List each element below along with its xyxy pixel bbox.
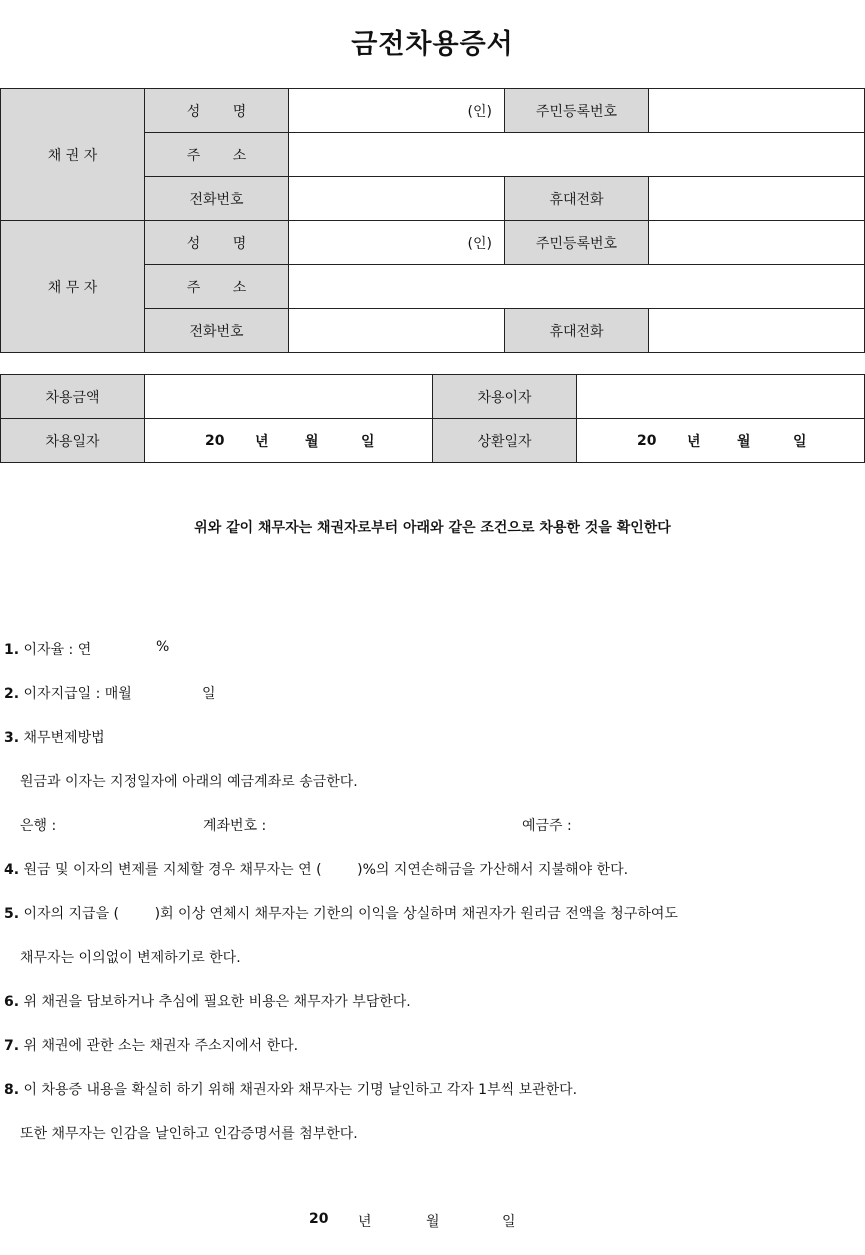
term-text: 위 채권에 관한 소는 채권자 주소지에서 한다. — [23, 1038, 299, 1054]
term-8 — [4, 1079, 577, 1099]
creditor-address-label: 주 소 — [144, 132, 289, 177]
term-1 — [4, 639, 91, 659]
term-number: 8. — [4, 1082, 20, 1098]
loan-date-day-unit: 일 — [361, 433, 375, 450]
term-8-subtext: 또한 채무자는 인감을 날인하고 인감증명서를 첨부한다. — [20, 1126, 358, 1142]
debtor-id-label: 주민등록번호 — [504, 220, 649, 265]
loan-amount-field[interactable] — [144, 374, 433, 419]
debtor-seal-mark: (인) — [467, 235, 492, 252]
creditor-id-field[interactable] — [648, 88, 865, 133]
repay-date-label: 상환일자 — [432, 418, 577, 463]
creditor-mobile-field[interactable] — [648, 176, 865, 221]
term-text: 채무변제방법 — [23, 730, 105, 746]
term-number: 5. — [4, 906, 20, 922]
term-3 — [4, 727, 105, 747]
term-text: 원금 및 이자의 변제를 지체할 경우 채무자는 연 ( )%의 지연손해금을 가산해서 지불해야 한다. — [23, 862, 629, 878]
debtor-mobile-field[interactable] — [648, 308, 865, 353]
creditor-name-label: 성 명 — [144, 88, 289, 133]
debtor-address-label: 주 소 — [144, 264, 289, 309]
term-4 — [4, 859, 628, 879]
repay-date-year-unit: 년 — [687, 433, 701, 450]
creditor-phone-label: 전화번호 — [144, 176, 289, 221]
creditor-phone-field[interactable] — [288, 176, 505, 221]
debtor-name-label: 성 명 — [144, 220, 289, 265]
footer-date-day-unit: 일 — [502, 1214, 516, 1230]
debtor-name-field[interactable] — [288, 220, 505, 265]
term-number: 6. — [4, 994, 20, 1010]
loan-interest-field[interactable] — [576, 374, 865, 419]
repay-date-century: 20 — [637, 432, 657, 449]
loan-date-month-unit: 월 — [305, 433, 319, 450]
footer-date-century: 20 — [309, 1211, 329, 1227]
debtor-phone-field[interactable] — [288, 308, 505, 353]
debtor-address-field[interactable] — [288, 264, 865, 309]
term-6 — [4, 991, 411, 1011]
term-1-unit: % — [156, 639, 170, 655]
loan-date-century: 20 — [205, 432, 225, 449]
debtor-id-field[interactable] — [648, 220, 865, 265]
term-2-unit: 일 — [202, 686, 216, 702]
repay-date-day-unit: 일 — [793, 433, 807, 450]
loan-interest-label: 차용이자 — [432, 374, 577, 419]
debtor-mobile-label: 휴대전화 — [504, 308, 649, 353]
creditor-mobile-label: 휴대전화 — [504, 176, 649, 221]
term-3-subtext: 원금과 이자는 지정일자에 아래의 예금계좌로 송금한다. — [20, 774, 358, 790]
loan-date-label: 차용일자 — [0, 418, 145, 463]
loan-amount-label: 차용금액 — [0, 374, 145, 419]
document-title: 금전차용증서 — [351, 29, 514, 60]
term-2 — [4, 683, 132, 703]
term-5-subtext: 채무자는 이의없이 변제하기로 한다. — [20, 950, 241, 966]
creditor-address-field[interactable] — [288, 132, 865, 177]
term-text: 이자율 : 연 — [23, 642, 92, 658]
footer-date-month-unit: 월 — [426, 1214, 440, 1230]
debtor-group-label: 채 무 자 — [0, 220, 145, 353]
term-number: 3. — [4, 730, 20, 746]
term-7 — [4, 1035, 298, 1055]
footer-date-year-unit: 년 — [358, 1214, 372, 1230]
loan-date-field[interactable] — [144, 418, 433, 463]
repay-date-month-unit: 월 — [737, 433, 751, 450]
intro-text: 위와 같이 채무자는 채권자로부터 아래와 같은 조건으로 차용한 것을 확인한다 — [194, 520, 671, 536]
loan-date-year-unit: 년 — [255, 433, 269, 450]
term-text: 이 차용증 내용을 확실히 하기 위해 채권자와 채무자는 기명 날인하고 각자 1부씩 보관한다. — [23, 1082, 578, 1098]
account-label: 계좌번호 : — [203, 818, 267, 834]
creditor-id-label: 주민등록번호 — [504, 88, 649, 133]
creditor-seal-mark: (인) — [467, 103, 492, 120]
bank-label: 은행 : — [20, 818, 57, 834]
term-number: 4. — [4, 862, 20, 878]
creditor-name-field[interactable] — [288, 88, 505, 133]
term-text: 이자지급일 : 매월 — [23, 686, 132, 702]
term-number: 1. — [4, 642, 20, 658]
creditor-group-label: 채 권 자 — [0, 88, 145, 221]
debtor-phone-label: 전화번호 — [144, 308, 289, 353]
term-number: 2. — [4, 686, 20, 702]
term-text: 위 채권을 담보하거나 추심에 필요한 비용은 채무자가 부담한다. — [23, 994, 411, 1010]
term-number: 7. — [4, 1038, 20, 1054]
term-text: 이자의 지급을 ( )회 이상 연체시 채무자는 기한의 이익을 상실하며 채권자가 원리금 전액을 청구하여도 — [23, 906, 678, 922]
term-5 — [4, 903, 678, 923]
repay-date-field[interactable] — [576, 418, 865, 463]
account-holder-label: 예금주 : — [522, 818, 572, 834]
